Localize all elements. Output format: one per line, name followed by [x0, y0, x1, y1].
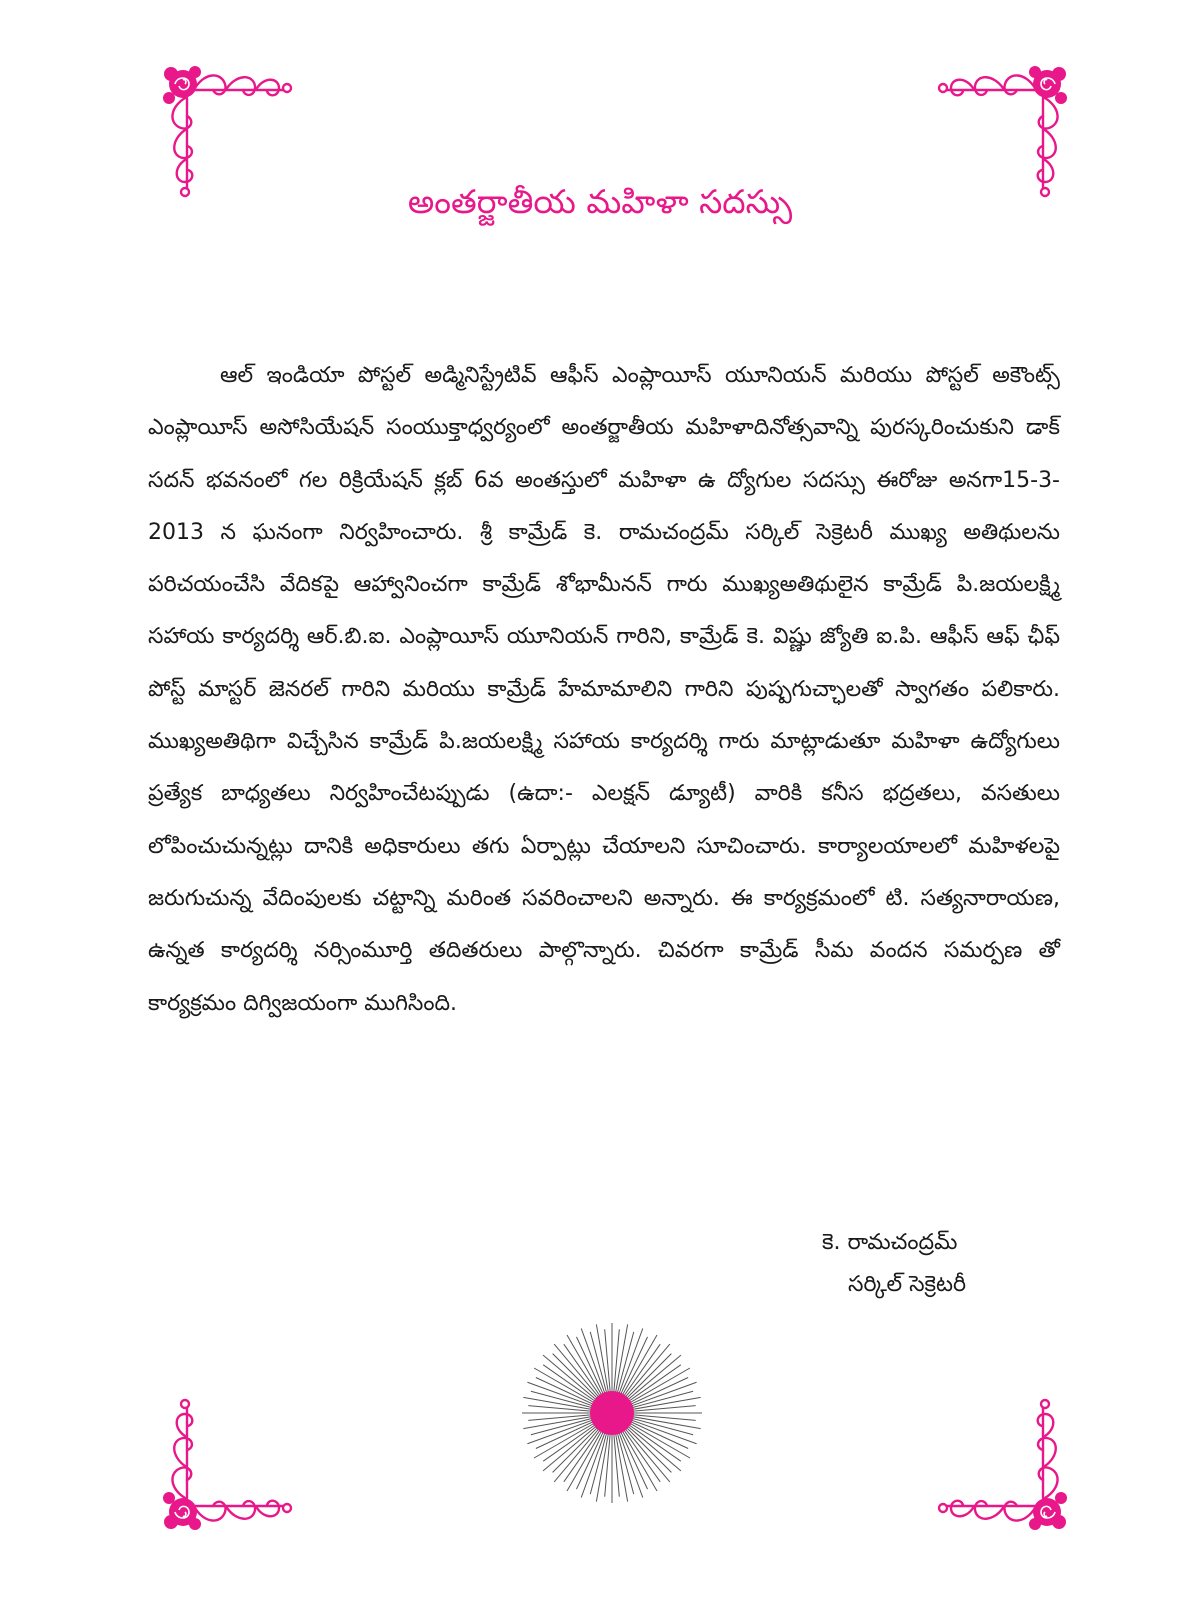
- signature-title: సర్కిల్ సెక్రెటరీ: [848, 1272, 967, 1297]
- floral-corner-icon: [155, 1388, 305, 1538]
- page-title-text: అంతర్జాతీయ మహిళా సదస్సు: [407, 182, 793, 221]
- signature-block: [800, 1222, 1000, 1306]
- sunburst-icon: [521, 1322, 703, 1504]
- sunburst-graphic: [521, 1322, 703, 1504]
- floral-corner-br-graphic: [925, 1388, 1075, 1538]
- signature-name: కె. రామచంద్రమ్: [822, 1230, 958, 1255]
- floral-corner-icon: [925, 1388, 1075, 1538]
- sunburst-center: [590, 1391, 634, 1435]
- floral-corner-bl-graphic: [155, 1388, 305, 1538]
- body-paragraph: ఆల్ ఇండియా పోస్టల్ అడ్మినిస్ట్రేటివ్ ఆఫీస్ ఎంప్లాయీస్ యూనియన్ మరియు పోస్టల్ అకౌంట్స్ ఎంప్లాయీస్ అసోసియేషన్ సంయుక్తాధ్వర్యంలో అంతర్జాతీయ మహిళాదినోత్సవాన్ని పురస్కరించుకుని డాక్ సదన్ భవనంలో గల రిక్రియేషన్ క్లబ్ 6వ అంతస్తులో మహిళా ఉ ద్యోగుల సదస్సు ఈరోజు అనగా15-3-2013 న ఘనంగా నిర్వహించారు. శ్రీ కామ్రేడ్ కె. రామచంద్రమ్ సర్కిల్ సెక్రెటరీ ముఖ్య అతిథులను పరిచయంచేసి వేదికపై ఆహ్వానించగా కామ్రేడ్ శోభామీనన్ గారు ముఖ్యఅతిథులైన కామ్రేడ్ పి.జయలక్ష్మి సహాయ కార్యదర్శి ఆర్.బి.ఐ. ఎంప్లాయీస్ యూనియన్ గారిని, కామ్రేడ్ కె. విష్ణు జ్యోతి ఐ.పి. ఆఫీస్ ఆఫ్ ఛీఫ్ పోస్ట్ మాస్టర్ జెనరల్ గారిని మరియు కామ్రేడ్ హేమామాలిని గారిని పుష్పగుచ్ఛాలతో స్వాగతం పలికారు. ముఖ్యఅతిథిగా విచ్చేసిన కామ్రేడ్ పి.జయలక్ష్మి సహాయ కార్యదర్శి గారు మాట్లాడుతూ మహిళా ఉద్యోగులు ప్రత్యేక బాధ్యతలు నిర్వహించేటప్పుడు (ఉదా:- ఎలక్షన్ డ్యూటీ) వారికి కనీస భద్రతలు, వసతులు లోపించుచున్నట్లు దానికి అధికారులు తగు ఏర్పాట్లు చేయాలని సూచించారు. కార్యాలయాలలో మహిళలపై జరుగుచున్న వేదింపులకు చట్టాన్ని మరింత సవరించాలని అన్నారు. ఈ కార్యక్రమంలో టి. సత్యనారాయణ, ఉన్నత కార్యదర్శి నర్సింమూర్తి తదితరులు పాల్గొన్నారు. చివరగా కామ్రేడ్ సీమ వందన సమర్పణ తో కార్యక్రమం దిగ్విజయంగా ముగిసింది.: [148, 363, 1060, 1016]
- page-title: [0, 178, 1200, 226]
